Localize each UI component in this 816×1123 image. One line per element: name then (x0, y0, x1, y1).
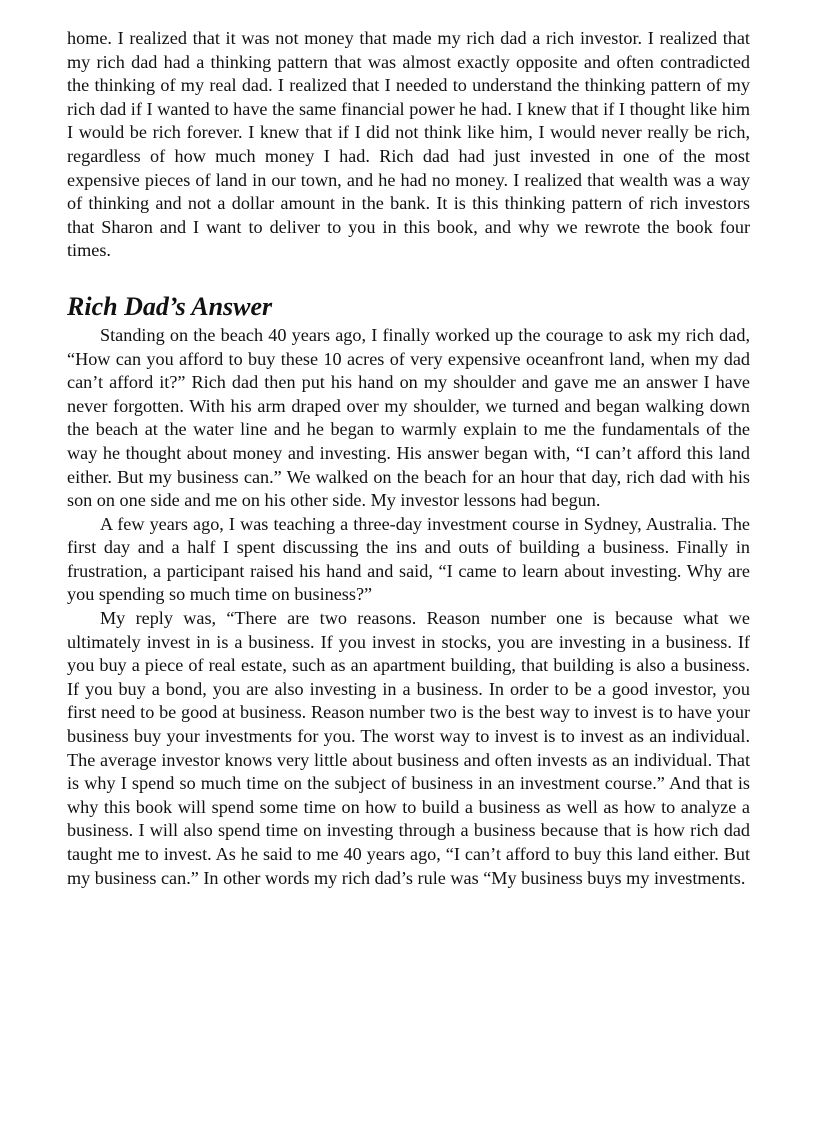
opening-paragraph: home. I realized that it was not money that made my rich dad a rich investor. I realized that my rich dad had a thinking pattern that was almost exactly opposite and often contradicted the thinking of my real dad. I realized that I needed to understand the thinking pattern of my rich dad if I wanted to have the same financial power he had. I knew that if I thought like him I would be rich forever. I knew that if I did not think like him, I would never really be rich, regardless of how much money I had. Rich dad had just invested in one of the most expensive pieces of land in our town, and he had no money. I realized that wealth was a way of thinking and not a dollar amount in the bank. It is this thinking pattern of rich investors that Sharon and I want to deliver to you in this book, and why we rewrote the book four times. (67, 28, 750, 261)
paragraph-beach: Standing on the beach 40 years ago, I finally worked up the courage to ask my rich dad, “How can you afford to buy these 10 acres of very expensive oceanfront land, when my dad can’t afford it?” Rich dad then put his hand on my shoulder and gave me an answer I have never forgotten. With his arm draped over my shoulder, we turned and began walking down the beach at the water line and he began to warmly explain to me the fundamentals of the way he thought about money and investing. His answer began with, “I can’t afford this land either. But my business can.” We walked on the beach for an hour that day, rich dad with his son on one side and me on his other side. My investor lessons had begun. (67, 324, 750, 511)
section-heading: Rich Dad’s Answer (67, 291, 273, 321)
document-page (67, 27, 750, 890)
paragraph-sydney-course: A few years ago, I was teaching a three-day investment course in Sydney, Australia. The first day and a half I spent discussing the ins and outs of building a business. Finally in frustration, a participant raised his hand and said, “I came to learn about investing. Why are you spending so much time on business?” (67, 513, 750, 605)
paragraph-two-reasons: My reply was, “There are two reasons. Reason number one is because what we ultimately invest in is a business. If you invest in stocks, you are investing in a business. If you buy a piece of real estate, such as an apartment building, that building is also a business. If you buy a bond, you are also investing in a business. In order to be a good investor, you first need to be good at business. Reason number two is the best way to invest is to have your business buy your investments for you. The worst way to invest is to invest as an individual. The average investor knows very little about business and often invests as an individual. That is why I spend so much time on the subject of business in an investment course.” And that is why this book will spend some time on how to build a business as well as how to analyze a business. I will also spend time on investing through a business because that is how rich dad taught me to invest. As he said to me 40 years ago, “I can’t afford to buy this land either. But my business can.” In other words my rich dad’s rule was “My business buys my investments. (67, 608, 750, 888)
